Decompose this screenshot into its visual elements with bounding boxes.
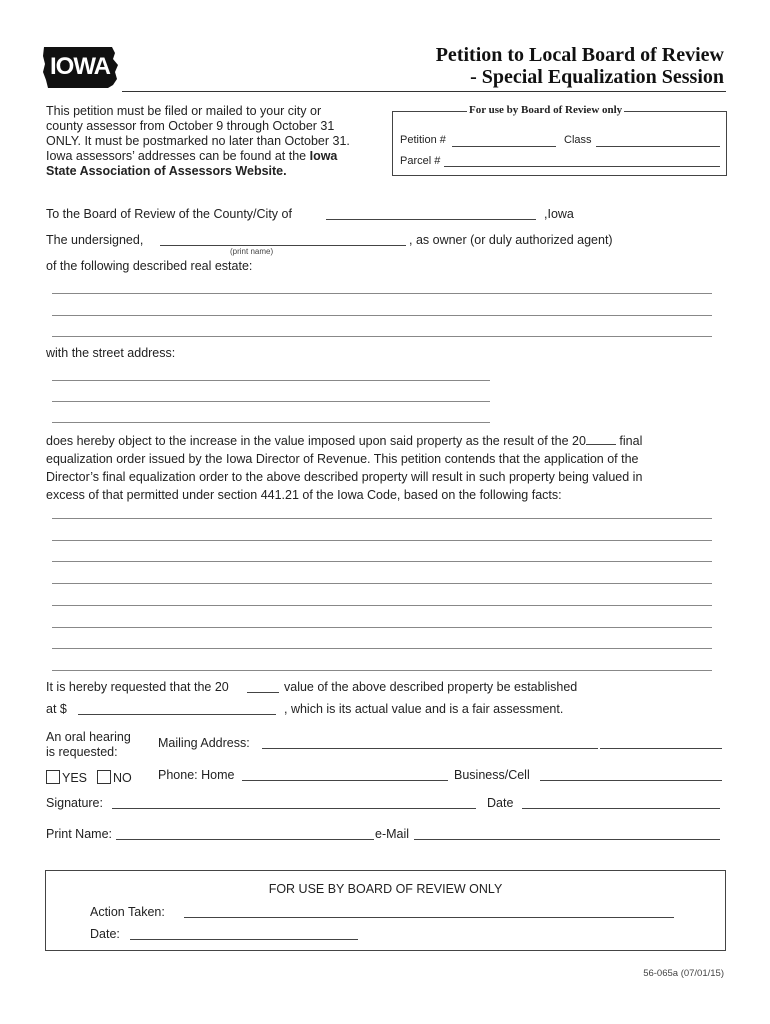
objection-final-text: final xyxy=(619,434,643,448)
parcel-number-field[interactable] xyxy=(444,166,720,167)
facts-line-7[interactable] xyxy=(52,648,712,649)
oral-hearing-line-1: An oral hearing xyxy=(46,730,131,744)
title-line-2: - Special Equalization Session xyxy=(470,66,724,88)
instructions-line-1: This petition must be filed or mailed to your city or xyxy=(46,104,322,118)
instructions-link-iowa[interactable]: Iowa xyxy=(309,149,338,163)
date-field[interactable] xyxy=(522,808,720,809)
mailing-address-field-2[interactable] xyxy=(600,748,722,749)
yes-checkbox[interactable] xyxy=(46,770,60,784)
mailing-address-label: Mailing Address: xyxy=(158,736,250,750)
email-field[interactable] xyxy=(414,839,720,840)
iowa-label: ,Iowa xyxy=(544,207,574,221)
oral-hearing-label xyxy=(46,730,131,760)
established-value-field[interactable] xyxy=(78,714,276,715)
instructions-line-4-text: Iowa assessors’ addresses can be found at the xyxy=(46,149,310,163)
real-estate-line-1[interactable] xyxy=(52,293,712,294)
signature-field[interactable] xyxy=(112,808,476,809)
objection-line-3: Director’s final equalization order to the above described property will result in such property being valued in xyxy=(46,470,643,484)
instructions-line-3: ONLY. It must be postmarked no later than October 31. xyxy=(46,134,350,148)
instructions-line-5 xyxy=(46,164,386,179)
yes-label: YES xyxy=(62,771,88,785)
action-taken-label: Action Taken: xyxy=(90,905,165,919)
request-year-field[interactable] xyxy=(247,692,279,693)
facts-line-1[interactable] xyxy=(52,518,712,519)
instructions-line-2: county assessor from October 9 through October 31 xyxy=(46,119,335,133)
request-value-label: value of the above described property be established xyxy=(284,680,578,694)
print-name-field[interactable] xyxy=(116,839,374,840)
business-cell-label: Business/Cell xyxy=(454,768,530,782)
board-date-label: Date: xyxy=(90,927,120,941)
parcel-number-label: Parcel # xyxy=(400,155,441,167)
title-line-1: Petition to Local Board of Review xyxy=(435,44,724,66)
street-address-label: with the street address: xyxy=(46,346,176,360)
business-cell-field[interactable] xyxy=(540,780,722,781)
undersigned-label: The undersigned, xyxy=(46,233,144,247)
actual-value-label: , which is its actual value and is a fair assessment. xyxy=(284,702,564,716)
objection-line-1-text: does hereby object to the increase in the value imposed upon said property as the result of the 20 xyxy=(46,434,586,448)
phone-home-label: Phone: Home xyxy=(158,768,235,782)
title-rule xyxy=(122,91,726,92)
oral-hearing-line-2: is requested: xyxy=(46,745,118,759)
no-checkbox[interactable] xyxy=(97,770,111,784)
facts-line-4[interactable] xyxy=(52,583,712,584)
logo-text: IOWA xyxy=(50,53,110,80)
real-estate-line-3[interactable] xyxy=(52,336,712,337)
mailing-address-field[interactable] xyxy=(262,748,598,749)
owner-name-field[interactable] xyxy=(160,245,406,246)
signature-label: Signature: xyxy=(46,796,103,810)
board-date-field[interactable] xyxy=(130,939,358,940)
form-number: 56-065a (07/01/15) xyxy=(643,968,724,979)
print-name-label: Print Name: xyxy=(46,827,112,841)
action-taken-field[interactable] xyxy=(184,917,674,918)
objection-line-4: excess of that permitted under section 441.21 of the Iowa Code, based on the following facts: xyxy=(46,488,562,502)
to-board-label: To the Board of Review of the County/City of xyxy=(46,207,292,221)
facts-line-8[interactable] xyxy=(52,670,712,671)
board-use-title: FOR USE BY BOARD OF REVIEW ONLY xyxy=(268,882,503,896)
request-label: It is hereby requested that the 20 xyxy=(46,680,229,694)
no-label: NO xyxy=(113,771,132,785)
objection-line-2: equalization order issued by the Iowa Director of Revenue. This petition contends that the application of the xyxy=(46,452,639,466)
objection-year-field[interactable] xyxy=(586,434,616,445)
owner-label: , as owner (or duly authorized agent) xyxy=(409,233,613,247)
described-real-estate-label: of the following described real estate: xyxy=(46,259,253,273)
street-address-line-1[interactable] xyxy=(52,380,490,381)
facts-line-3[interactable] xyxy=(52,561,712,562)
street-address-line-2[interactable] xyxy=(52,401,490,402)
street-address-line-3[interactable] xyxy=(52,422,490,423)
objection-line-1 xyxy=(46,432,726,450)
instructions-link-website[interactable]: State Association of Assessors Website. xyxy=(46,164,287,178)
facts-line-2[interactable] xyxy=(52,540,712,541)
email-label: e-Mail xyxy=(375,827,410,841)
petition-number-field[interactable] xyxy=(452,146,556,147)
office-use-legend: For use by Board of Review only xyxy=(469,104,623,116)
real-estate-line-2[interactable] xyxy=(52,315,712,316)
print-name-hint: (print name) xyxy=(230,247,274,256)
at-dollar-label: at $ xyxy=(46,702,67,716)
page-title xyxy=(204,44,724,88)
facts-line-6[interactable] xyxy=(52,627,712,628)
facts-line-5[interactable] xyxy=(52,605,712,606)
petition-number-label: Petition # xyxy=(400,134,446,146)
instructions xyxy=(46,104,386,179)
instructions-line-4 xyxy=(46,149,386,164)
date-label: Date xyxy=(487,796,514,810)
objection-paragraph xyxy=(46,432,726,504)
class-label: Class xyxy=(564,134,592,146)
class-field[interactable] xyxy=(596,146,720,147)
county-city-field[interactable] xyxy=(326,219,536,220)
phone-home-field[interactable] xyxy=(242,780,448,781)
